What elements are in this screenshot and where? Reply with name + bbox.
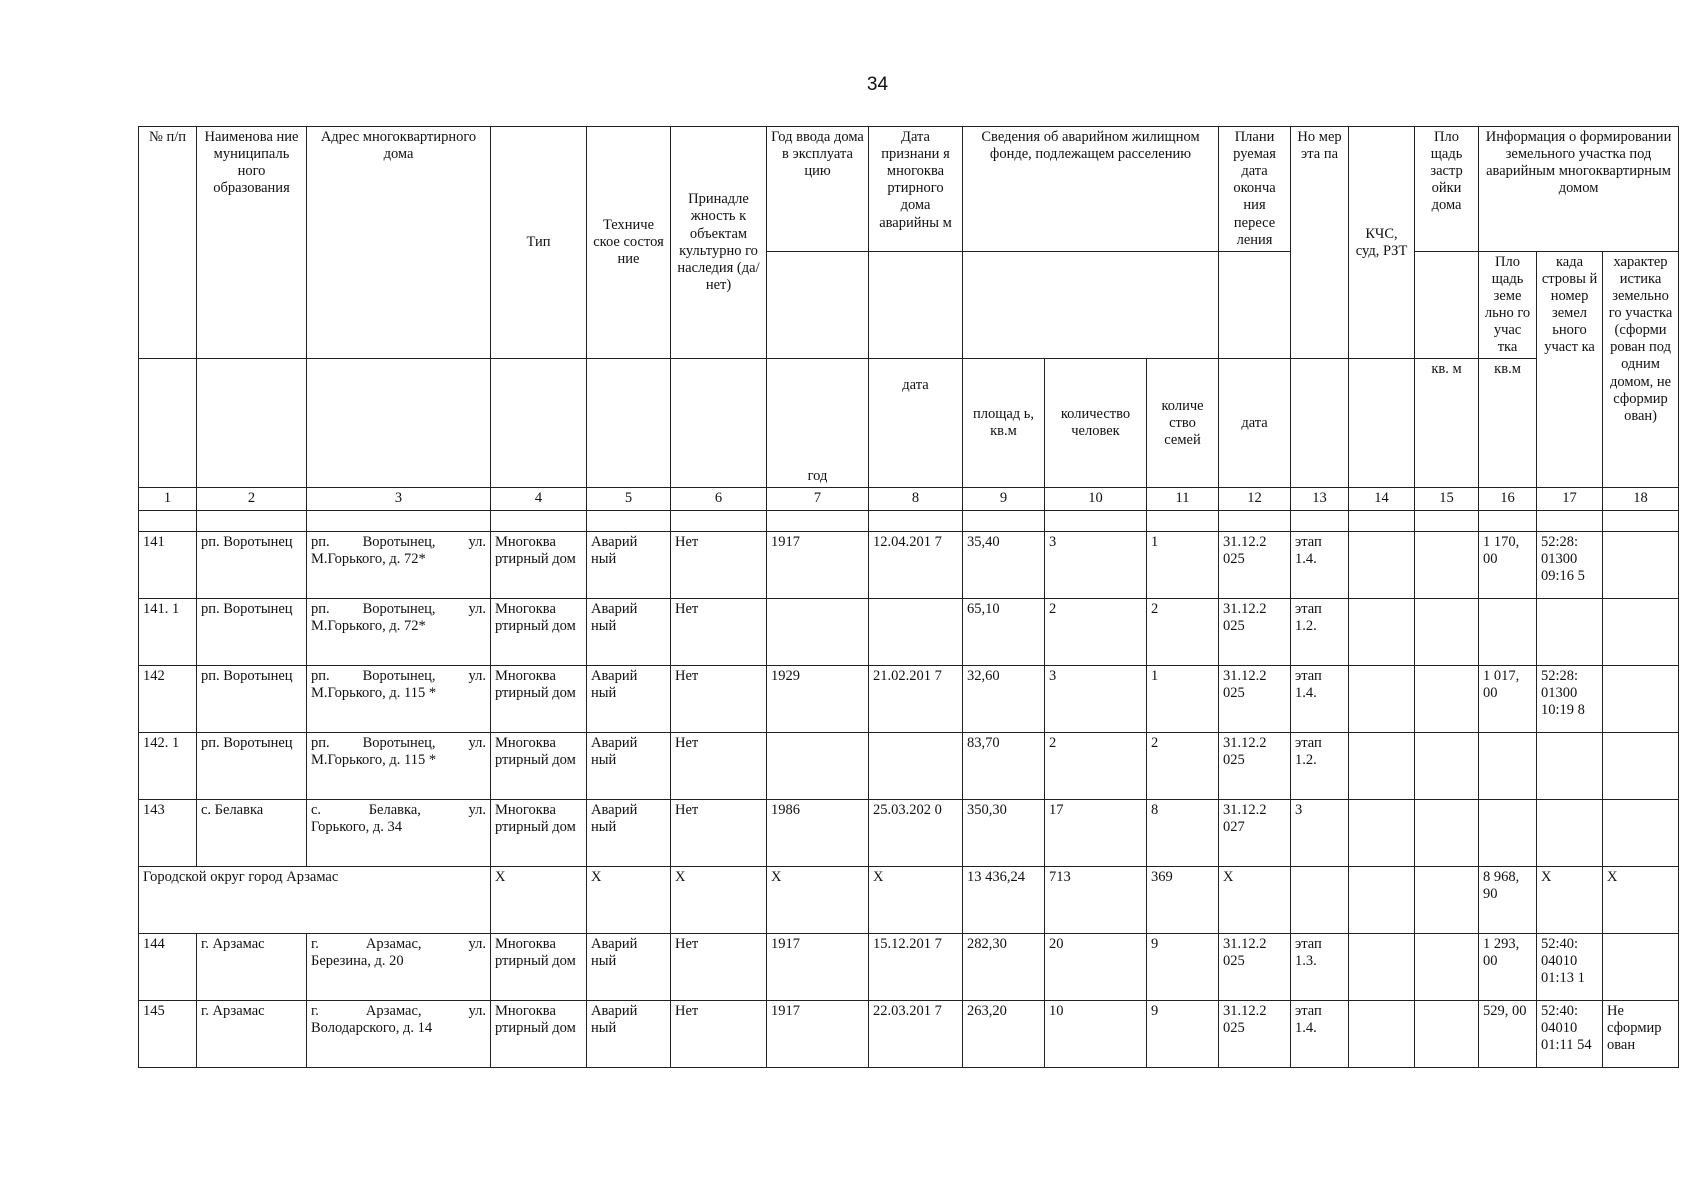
header-year-sub: год	[767, 359, 869, 488]
address-line-1: с. Белавка, ул.	[311, 801, 486, 818]
cell-year: 1917	[767, 531, 869, 598]
cell-heritage: Нет	[671, 598, 767, 665]
header-stage: Но мер эта па	[1291, 127, 1349, 359]
header-land-area: Пло щадь земе льно го учас тка	[1479, 251, 1537, 359]
cell-addr	[307, 1000, 491, 1067]
cell-stage: этап 1.4.	[1291, 665, 1349, 732]
address-line-1: г. Арзамас, ул.	[311, 1002, 486, 1019]
cell-plan: 31.12.2 025	[1219, 531, 1291, 598]
cell-plan: 31.12.2 025	[1219, 732, 1291, 799]
cell-families: 1	[1147, 531, 1219, 598]
cell-kchs	[1349, 1000, 1415, 1067]
cell-people: 20	[1045, 933, 1147, 1000]
column-number: 5	[587, 488, 671, 510]
cell-addr	[307, 598, 491, 665]
address-line-1: рп. Воротынец, ул.	[311, 667, 486, 684]
cell-land: 1 293, 00	[1479, 933, 1537, 1000]
cell-date: 15.12.201 7	[869, 933, 963, 1000]
table-row	[139, 531, 1679, 598]
cell-area: 83,70	[963, 732, 1045, 799]
cell-mo: рп. Воротынец	[197, 598, 307, 665]
cell-heritage: Нет	[671, 799, 767, 866]
header-area-sub: площад ь, кв.м	[963, 359, 1045, 488]
cell-families: 2	[1147, 732, 1219, 799]
cell-kchs	[1349, 732, 1415, 799]
spacer-row	[139, 510, 1679, 531]
column-number: 11	[1147, 488, 1219, 510]
cell-mo: рп. Воротынец	[197, 732, 307, 799]
summary-label: Городской округ город Арзамас	[139, 866, 491, 933]
cell-people: 3	[1045, 665, 1147, 732]
table-row	[139, 799, 1679, 866]
cell-char	[1603, 665, 1679, 732]
header-type-cont	[491, 359, 587, 488]
header-heritage-cont	[671, 359, 767, 488]
cell-people: 3	[1045, 531, 1147, 598]
cell-area: 263,20	[963, 1000, 1045, 1067]
cell-char	[1603, 598, 1679, 665]
cell-cad	[1537, 598, 1603, 665]
address-line-1: рп. Воротынец, ул.	[311, 600, 486, 617]
cell-state: Аварий ный	[587, 933, 671, 1000]
header-housing-cont	[963, 251, 1219, 359]
cell-stage: этап 1.4.	[1291, 1000, 1349, 1067]
column-number: 2	[197, 488, 307, 510]
column-number: 4	[491, 488, 587, 510]
cell-kchs	[1349, 531, 1415, 598]
address-line-2: Березина, д. 20	[311, 952, 404, 969]
cell-mo: рп. Воротынец	[197, 665, 307, 732]
cell-plan: 31.12.2 025	[1219, 665, 1291, 732]
header-planned-date: Плани руемая дата оконча ния пересе ления	[1219, 127, 1291, 252]
page-number: 34	[866, 74, 889, 95]
cell-type: Многоква ртирный дом	[491, 531, 587, 598]
header-kchs: КЧС, суд, РЗТ	[1349, 127, 1415, 359]
cell-date: 25.03.202 0	[869, 799, 963, 866]
header-year: Год ввода дома в эксплуата цию	[767, 127, 869, 252]
cell-date	[869, 598, 963, 665]
header-plan-sub: дата	[1219, 359, 1291, 488]
column-number: 10	[1045, 488, 1147, 510]
cell-year: 1929	[767, 665, 869, 732]
address-line-1: рп. Воротынец, ул.	[311, 734, 486, 751]
cell-addr	[307, 665, 491, 732]
cell-state: Аварий ный	[587, 1000, 671, 1067]
cell-n: 141. 1	[139, 598, 197, 665]
cell-addr	[307, 933, 491, 1000]
summary-date: X	[869, 866, 963, 933]
cell-date	[869, 732, 963, 799]
column-number: 8	[869, 488, 963, 510]
header-heritage: Принадле жность к объектам культурно го наследия (да/нет)	[671, 127, 767, 359]
cell-n: 144	[139, 933, 197, 1000]
cell-state: Аварий ный	[587, 598, 671, 665]
summary-area: 13 436,24	[963, 866, 1045, 933]
cell-area: 282,30	[963, 933, 1045, 1000]
column-number: 1	[139, 488, 197, 510]
summary-year: X	[767, 866, 869, 933]
header-housing-info: Сведения об аварийном жилищном фонде, подлежащем расселению	[963, 127, 1219, 252]
cell-type: Многоква ртирный дом	[491, 799, 587, 866]
address-line-2: М.Горького, д. 72*	[311, 617, 426, 634]
header-row-2	[139, 359, 1679, 488]
column-number: 13	[1291, 488, 1349, 510]
summary-char: X	[1603, 866, 1679, 933]
cell-cad	[1537, 732, 1603, 799]
cell-build	[1415, 1000, 1479, 1067]
header-build-cont	[1415, 251, 1479, 359]
header-num-cont	[139, 359, 197, 488]
cell-heritage: Нет	[671, 732, 767, 799]
cell-type: Многоква ртирный дом	[491, 598, 587, 665]
cell-families: 9	[1147, 1000, 1219, 1067]
address-line-1: г. Арзамас, ул.	[311, 935, 486, 952]
header-families-sub: количе ство семей	[1147, 359, 1219, 488]
cell-date: 22.03.201 7	[869, 1000, 963, 1067]
column-number: 15	[1415, 488, 1479, 510]
cell-cad: 52:28: 01300 10:19 8	[1537, 665, 1603, 732]
cell-build	[1415, 732, 1479, 799]
cell-mo: с. Белавка	[197, 799, 307, 866]
cell-land: 1 017, 00	[1479, 665, 1537, 732]
cell-cad	[1537, 799, 1603, 866]
cell-plan: 31.12.2 027	[1219, 799, 1291, 866]
header-mo-cont	[197, 359, 307, 488]
cell-heritage: Нет	[671, 665, 767, 732]
cell-year: 1917	[767, 1000, 869, 1067]
header-state-cont	[587, 359, 671, 488]
cell-type: Многоква ртирный дом	[491, 732, 587, 799]
address-line-2: Горького, д. 34	[311, 818, 402, 835]
header-address: Адрес многоквартирного дома	[307, 127, 491, 359]
cell-n: 143	[139, 799, 197, 866]
cell-people: 10	[1045, 1000, 1147, 1067]
cell-heritage: Нет	[671, 933, 767, 1000]
cell-families: 9	[1147, 933, 1219, 1000]
cell-cad: 52:28: 01300 09:16 5	[1537, 531, 1603, 598]
cell-build	[1415, 799, 1479, 866]
column-number: 7	[767, 488, 869, 510]
cell-kchs	[1349, 799, 1415, 866]
cell-stage: 3	[1291, 799, 1349, 866]
summary-stage	[1291, 866, 1349, 933]
cell-stage: этап 1.4.	[1291, 531, 1349, 598]
header-date-sub: дата	[869, 359, 963, 488]
column-number: 3	[307, 488, 491, 510]
cell-n: 142	[139, 665, 197, 732]
header-plan-cont	[1219, 251, 1291, 359]
cell-year: 1986	[767, 799, 869, 866]
cell-heritage: Нет	[671, 1000, 767, 1067]
cell-people: 2	[1045, 732, 1147, 799]
cell-addr	[307, 531, 491, 598]
cell-date: 12.04.201 7	[869, 531, 963, 598]
cell-state: Аварий ный	[587, 531, 671, 598]
summary-row	[139, 866, 1679, 933]
header-year-cont	[767, 251, 869, 359]
summary-type: X	[491, 866, 587, 933]
header-date-cont	[869, 251, 963, 359]
cell-n: 141	[139, 531, 197, 598]
column-number: 16	[1479, 488, 1537, 510]
header-row-1	[139, 127, 1679, 252]
table-row	[139, 933, 1679, 1000]
cell-date: 21.02.201 7	[869, 665, 963, 732]
summary-plan: X	[1219, 866, 1291, 933]
cell-type: Многоква ртирный дом	[491, 1000, 587, 1067]
summary-kchs	[1349, 866, 1415, 933]
address-line-2: М.Горького, д. 115 *	[311, 684, 437, 701]
header-land-sub: кв.м	[1479, 359, 1537, 488]
cell-plan: 31.12.2 025	[1219, 933, 1291, 1000]
cell-build	[1415, 665, 1479, 732]
cell-addr	[307, 799, 491, 866]
cell-n: 142. 1	[139, 732, 197, 799]
summary-heritage: X	[671, 866, 767, 933]
cell-char	[1603, 933, 1679, 1000]
address-line-1: рп. Воротынец, ул.	[311, 533, 486, 550]
cell-plan: 31.12.2 025	[1219, 598, 1291, 665]
cell-state: Аварий ный	[587, 732, 671, 799]
address-line-2: Володарского, д. 14	[311, 1019, 433, 1036]
cell-build	[1415, 933, 1479, 1000]
cell-cad: 52:40: 04010 01:11 54	[1537, 1000, 1603, 1067]
table-row	[139, 598, 1679, 665]
cell-cad: 52:40: 04010 01:13 1	[1537, 933, 1603, 1000]
column-number: 17	[1537, 488, 1603, 510]
table-row	[139, 732, 1679, 799]
table-row	[139, 1000, 1679, 1067]
cell-stage: этап 1.2.	[1291, 732, 1349, 799]
column-numbers-row	[139, 488, 1679, 510]
header-type: Тип	[491, 127, 587, 359]
summary-families: 369	[1147, 866, 1219, 933]
header-num: № п/п	[139, 127, 197, 359]
cell-plan: 31.12.2 025	[1219, 1000, 1291, 1067]
cell-build	[1415, 531, 1479, 598]
header-people-sub: количество человек	[1045, 359, 1147, 488]
cell-kchs	[1349, 598, 1415, 665]
summary-land: 8 968, 90	[1479, 866, 1537, 933]
cell-area: 35,40	[963, 531, 1045, 598]
header-land-info: Информация о формировании земельного участка под аварийным многоквартирным домом	[1479, 127, 1679, 252]
summary-cad: X	[1537, 866, 1603, 933]
cell-char: Не сформир ован	[1603, 1000, 1679, 1067]
cell-build	[1415, 598, 1479, 665]
cell-mo: рп. Воротынец	[197, 531, 307, 598]
cell-mo: г. Арзамас	[197, 933, 307, 1000]
header-build-sub: кв. м	[1415, 359, 1479, 488]
cell-char	[1603, 531, 1679, 598]
cell-land	[1479, 799, 1537, 866]
cell-stage: этап 1.2.	[1291, 598, 1349, 665]
column-number: 14	[1349, 488, 1415, 510]
cell-area: 65,10	[963, 598, 1045, 665]
header-kchs-cont	[1349, 359, 1415, 488]
cell-year	[767, 598, 869, 665]
cell-type: Многоква ртирный дом	[491, 665, 587, 732]
cell-type: Многоква ртирный дом	[491, 933, 587, 1000]
cell-state: Аварий ный	[587, 665, 671, 732]
cell-people: 17	[1045, 799, 1147, 866]
column-number: 12	[1219, 488, 1291, 510]
cell-kchs	[1349, 933, 1415, 1000]
summary-state: X	[587, 866, 671, 933]
header-addr-cont	[307, 359, 491, 488]
table-row	[139, 665, 1679, 732]
column-number: 9	[963, 488, 1045, 510]
cell-char	[1603, 732, 1679, 799]
cell-kchs	[1349, 665, 1415, 732]
cell-year: 1917	[767, 933, 869, 1000]
header-stage-cont	[1291, 359, 1349, 488]
address-line-2: М.Горького, д. 72*	[311, 550, 426, 567]
header-recognition-date: Дата признани я многоква ртирного дома аварийны м	[869, 127, 963, 252]
cell-people: 2	[1045, 598, 1147, 665]
summary-build	[1415, 866, 1479, 933]
header-land-char: характер истика земельно го участка (сформи рован под одним домом, не сформир ован)	[1603, 251, 1679, 488]
cell-stage: этап 1.3.	[1291, 933, 1349, 1000]
cell-land	[1479, 732, 1537, 799]
cell-addr	[307, 732, 491, 799]
cell-area: 32,60	[963, 665, 1045, 732]
cell-heritage: Нет	[671, 531, 767, 598]
rows-group-2	[139, 933, 1679, 1067]
header-state: Техниче ское состоя ние	[587, 127, 671, 359]
cell-year	[767, 732, 869, 799]
summary-people: 713	[1045, 866, 1147, 933]
header-cadastral: када стровы й номер земел ьного участ ка	[1537, 251, 1603, 488]
cell-mo: г. Арзамас	[197, 1000, 307, 1067]
cell-char	[1603, 799, 1679, 866]
cell-n: 145	[139, 1000, 197, 1067]
cell-land: 1 170, 00	[1479, 531, 1537, 598]
cell-land: 529, 00	[1479, 1000, 1537, 1067]
header-build-area: Пло щадь застр ойки дома	[1415, 127, 1479, 252]
rows-group-1	[139, 531, 1679, 866]
cell-land	[1479, 598, 1537, 665]
header-municipality: Наименова ние муниципаль ного образования	[197, 127, 307, 359]
cell-state: Аварий ный	[587, 799, 671, 866]
emergency-housing-table	[138, 126, 1679, 1068]
column-number: 6	[671, 488, 767, 510]
cell-families: 1	[1147, 665, 1219, 732]
cell-area: 350,30	[963, 799, 1045, 866]
cell-families: 8	[1147, 799, 1219, 866]
address-line-2: М.Горького, д. 115 *	[311, 751, 437, 768]
cell-families: 2	[1147, 598, 1219, 665]
column-number: 18	[1603, 488, 1679, 510]
